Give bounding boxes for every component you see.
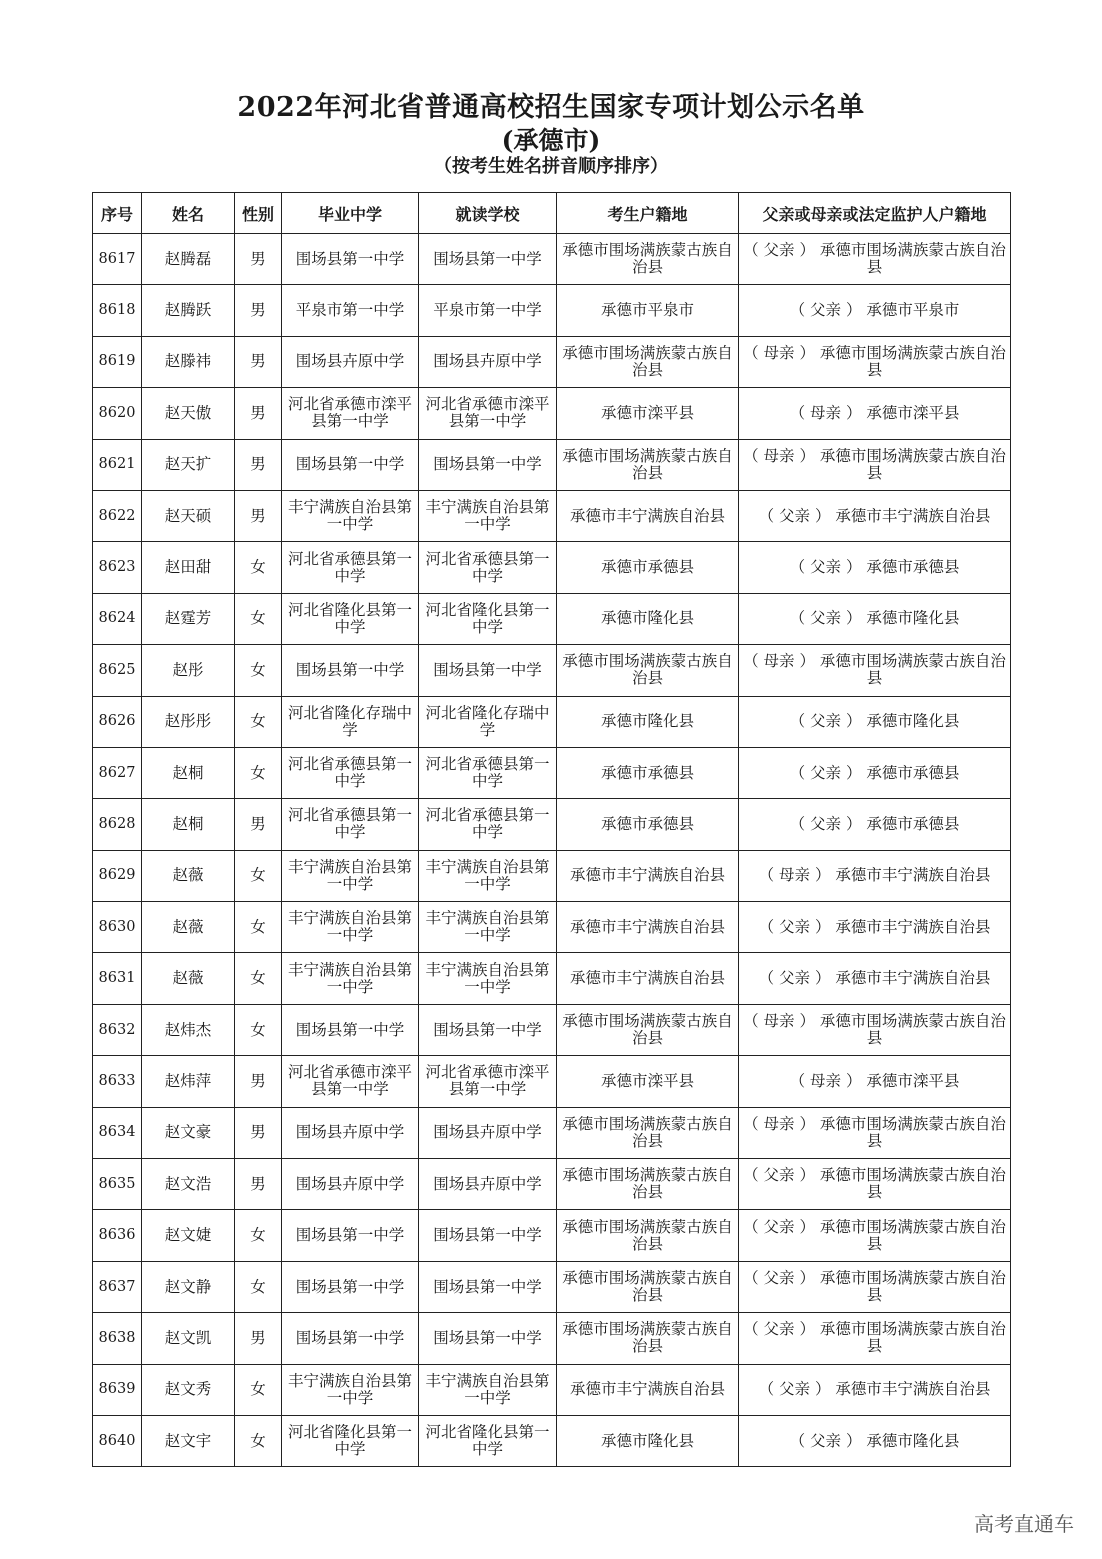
cell-student-residence: 承德市围场满族蒙古族自治县 [557,439,739,490]
cell-guardian-residence: （ 父亲 ） 承德市隆化县 [739,1415,1011,1466]
cell-seq: 8627 [93,747,142,798]
cell-seq: 8626 [93,696,142,747]
cell-current-school: 围场县第一中学 [419,1313,557,1364]
cell-gender: 男 [235,439,282,490]
cell-current-school: 围场县第一中学 [419,1210,557,1261]
cell-gender: 女 [235,696,282,747]
cell-graduation-school: 河北省隆化县第一中学 [282,593,419,644]
cell-guardian-residence: （ 父亲 ） 承德市承德县 [739,799,1011,850]
cell-seq: 8629 [93,850,142,901]
cell-student-residence: 承德市丰宁满族自治县 [557,953,739,1004]
cell-guardian-residence: （ 父亲 ） 承德市承德县 [739,747,1011,798]
cell-current-school: 丰宁满族自治县第一中学 [419,1364,557,1415]
cell-graduation-school: 围场县第一中学 [282,1210,419,1261]
header-graduation-school: 毕业中学 [282,193,419,234]
cell-seq: 8635 [93,1159,142,1210]
cell-guardian-residence: （ 父亲 ） 承德市承德县 [739,542,1011,593]
cell-seq: 8631 [93,953,142,1004]
cell-seq: 8632 [93,1004,142,1055]
cell-gender: 女 [235,1261,282,1312]
table-header-row [93,193,1011,234]
cell-seq: 8638 [93,1313,142,1364]
cell-guardian-residence: （ 父亲 ） 承德市围场满族蒙古族自治县 [739,1313,1011,1364]
cell-current-school: 河北省承德市滦平县第一中学 [419,1056,557,1107]
cell-student-residence: 承德市围场满族蒙古族自治县 [557,1159,739,1210]
header-current-school: 就读学校 [419,193,557,234]
cell-current-school: 丰宁满族自治县第一中学 [419,953,557,1004]
cell-gender: 女 [235,542,282,593]
cell-guardian-residence: （ 母亲 ） 承德市围场满族蒙古族自治县 [739,645,1011,696]
cell-gender: 女 [235,1004,282,1055]
cell-gender: 男 [235,285,282,336]
cell-seq: 8618 [93,285,142,336]
cell-name: 赵文豪 [142,1107,235,1158]
cell-student-residence: 承德市隆化县 [557,696,739,747]
cell-seq: 8623 [93,542,142,593]
table-row [93,388,1011,439]
cell-seq: 8617 [93,234,142,285]
cell-name: 赵文宇 [142,1415,235,1466]
cell-current-school: 围场县第一中学 [419,645,557,696]
cell-gender: 男 [235,1313,282,1364]
cell-graduation-school: 围场县卉原中学 [282,336,419,387]
cell-current-school: 丰宁满族自治县第一中学 [419,490,557,541]
cell-seq: 8624 [93,593,142,644]
cell-student-residence: 承德市围场满族蒙古族自治县 [557,336,739,387]
cell-graduation-school: 围场县第一中学 [282,234,419,285]
cell-gender: 女 [235,850,282,901]
cell-graduation-school: 河北省承德县第一中学 [282,747,419,798]
cell-gender: 男 [235,1107,282,1158]
table-row [93,490,1011,541]
cell-guardian-residence: （ 父亲 ） 承德市围场满族蒙古族自治县 [739,1261,1011,1312]
cell-graduation-school: 围场县第一中学 [282,439,419,490]
cell-current-school: 围场县第一中学 [419,1261,557,1312]
cell-graduation-school: 围场县第一中学 [282,1313,419,1364]
table-row [93,902,1011,953]
table-row [93,1056,1011,1107]
table-row [93,439,1011,490]
cell-student-residence: 承德市围场满族蒙古族自治县 [557,1210,739,1261]
table-row [93,747,1011,798]
cell-graduation-school: 丰宁满族自治县第一中学 [282,850,419,901]
cell-student-residence: 承德市围场满族蒙古族自治县 [557,234,739,285]
cell-gender: 女 [235,1364,282,1415]
cell-guardian-residence: （ 父亲 ） 承德市丰宁满族自治县 [739,1364,1011,1415]
cell-student-residence: 承德市围场满族蒙古族自治县 [557,1004,739,1055]
cell-name: 赵炜萍 [142,1056,235,1107]
document-subtitle: (承德市) [501,126,601,155]
table-row [93,953,1011,1004]
cell-current-school: 河北省隆化县第一中学 [419,593,557,644]
cell-graduation-school: 河北省承德县第一中学 [282,799,419,850]
cell-student-residence: 承德市隆化县 [557,1415,739,1466]
cell-current-school: 河北省承德县第一中学 [419,747,557,798]
cell-gender: 女 [235,902,282,953]
cell-guardian-residence: （ 母亲 ） 承德市滦平县 [739,1056,1011,1107]
cell-guardian-residence: （ 母亲 ） 承德市围场满族蒙古族自治县 [739,1107,1011,1158]
cell-seq: 8636 [93,1210,142,1261]
cell-current-school: 围场县第一中学 [419,1004,557,1055]
cell-student-residence: 承德市滦平县 [557,388,739,439]
table-row [93,542,1011,593]
cell-name: 赵炜杰 [142,1004,235,1055]
cell-current-school: 丰宁满族自治县第一中学 [419,850,557,901]
cell-guardian-residence: （ 父亲 ） 承德市丰宁满族自治县 [739,953,1011,1004]
cell-student-residence: 承德市承德县 [557,542,739,593]
cell-student-residence: 承德市丰宁满族自治县 [557,850,739,901]
cell-current-school: 围场县卉原中学 [419,1107,557,1158]
cell-current-school: 河北省承德县第一中学 [419,542,557,593]
cell-current-school: 河北省承德县第一中学 [419,799,557,850]
cell-name: 赵文浩 [142,1159,235,1210]
table-row [93,1107,1011,1158]
cell-student-residence: 承德市围场满族蒙古族自治县 [557,645,739,696]
table-body [93,234,1011,1467]
cell-seq: 8620 [93,388,142,439]
header-gender: 性别 [235,193,282,234]
cell-name: 赵天扩 [142,439,235,490]
cell-guardian-residence: （ 父亲 ） 承德市隆化县 [739,696,1011,747]
table-row [93,645,1011,696]
cell-student-residence: 承德市围场满族蒙古族自治县 [557,1261,739,1312]
cell-name: 赵薇 [142,953,235,1004]
cell-student-residence: 承德市丰宁满族自治县 [557,902,739,953]
table-row [93,285,1011,336]
table-row [93,1261,1011,1312]
cell-graduation-school: 河北省隆化存瑞中学 [282,696,419,747]
cell-current-school: 围场县第一中学 [419,439,557,490]
cell-name: 赵文凯 [142,1313,235,1364]
cell-current-school: 平泉市第一中学 [419,285,557,336]
cell-name: 赵文婕 [142,1210,235,1261]
cell-seq: 8630 [93,902,142,953]
cell-guardian-residence: （ 母亲 ） 承德市滦平县 [739,388,1011,439]
cell-guardian-residence: （ 母亲 ） 承德市围场满族蒙古族自治县 [739,1004,1011,1055]
cell-current-school: 丰宁满族自治县第一中学 [419,902,557,953]
cell-student-residence: 承德市平泉市 [557,285,739,336]
cell-current-school: 河北省隆化存瑞中学 [419,696,557,747]
cell-name: 赵腾跃 [142,285,235,336]
table-row [93,234,1011,285]
cell-gender: 女 [235,1210,282,1261]
cell-student-residence: 承德市围场满族蒙古族自治县 [557,1107,739,1158]
cell-name: 赵文静 [142,1261,235,1312]
cell-seq: 8625 [93,645,142,696]
cell-graduation-school: 丰宁满族自治县第一中学 [282,902,419,953]
cell-current-school: 围场县第一中学 [419,234,557,285]
header-student-residence: 考生户籍地 [557,193,739,234]
table-row [93,1415,1011,1466]
cell-graduation-school: 围场县卉原中学 [282,1107,419,1158]
table-row [93,1364,1011,1415]
cell-seq: 8621 [93,439,142,490]
header-seq: 序号 [93,193,142,234]
table-row [93,799,1011,850]
cell-name: 赵薇 [142,850,235,901]
cell-student-residence: 承德市滦平县 [557,1056,739,1107]
cell-guardian-residence: （ 父亲 ） 承德市围场满族蒙古族自治县 [739,1210,1011,1261]
cell-seq: 8639 [93,1364,142,1415]
cell-gender: 男 [235,234,282,285]
cell-graduation-school: 河北省隆化县第一中学 [282,1415,419,1466]
cell-name: 赵文秀 [142,1364,235,1415]
cell-guardian-residence: （ 父亲 ） 承德市隆化县 [739,593,1011,644]
cell-graduation-school: 围场县第一中学 [282,1004,419,1055]
cell-seq: 8628 [93,799,142,850]
table-row [93,1210,1011,1261]
header-guardian-residence: 父亲或母亲或法定监护人户籍地 [739,193,1011,234]
table-row [93,1004,1011,1055]
cell-name: 赵薇 [142,902,235,953]
cell-guardian-residence: （ 父亲 ） 承德市围场满族蒙古族自治县 [739,234,1011,285]
cell-student-residence: 承德市承德县 [557,747,739,798]
cell-student-residence: 承德市围场满族蒙古族自治县 [557,1313,739,1364]
cell-name: 赵彤 [142,645,235,696]
table-row [93,696,1011,747]
cell-gender: 女 [235,645,282,696]
cell-gender: 男 [235,1159,282,1210]
table-row [93,850,1011,901]
cell-gender: 女 [235,593,282,644]
cell-guardian-residence: （ 父亲 ） 承德市丰宁满族自治县 [739,490,1011,541]
cell-guardian-residence: （ 父亲 ） 承德市围场满族蒙古族自治县 [739,1159,1011,1210]
table-row [93,336,1011,387]
cell-guardian-residence: （ 母亲 ） 承德市丰宁满族自治县 [739,850,1011,901]
document-title: 2022年河北省普通高校招生国家专项计划公示名单 [237,92,865,123]
cell-graduation-school: 围场县第一中学 [282,1261,419,1312]
cell-graduation-school: 河北省承德县第一中学 [282,542,419,593]
cell-gender: 女 [235,747,282,798]
cell-seq: 8634 [93,1107,142,1158]
cell-graduation-school: 河北省承德市滦平县第一中学 [282,1056,419,1107]
cell-seq: 8640 [93,1415,142,1466]
cell-guardian-residence: （ 父亲 ） 承德市丰宁满族自治县 [739,902,1011,953]
cell-name: 赵田甜 [142,542,235,593]
table-row [93,1313,1011,1364]
cell-graduation-school: 围场县卉原中学 [282,1159,419,1210]
cell-graduation-school: 围场县第一中学 [282,645,419,696]
cell-guardian-residence: （ 母亲 ） 承德市围场满族蒙古族自治县 [739,439,1011,490]
table-row [93,593,1011,644]
cell-current-school: 围场县卉原中学 [419,1159,557,1210]
cell-guardian-residence: （ 父亲 ） 承德市平泉市 [739,285,1011,336]
cell-seq: 8637 [93,1261,142,1312]
watermark-text: 高考直通车 [974,1512,1074,1536]
cell-graduation-school: 丰宁满族自治县第一中学 [282,953,419,1004]
cell-graduation-school: 平泉市第一中学 [282,285,419,336]
cell-graduation-school: 丰宁满族自治县第一中学 [282,490,419,541]
cell-current-school: 河北省承德市滦平县第一中学 [419,388,557,439]
cell-seq: 8622 [93,490,142,541]
cell-gender: 男 [235,799,282,850]
cell-gender: 男 [235,388,282,439]
cell-guardian-residence: （ 母亲 ） 承德市围场满族蒙古族自治县 [739,336,1011,387]
roster-table [92,192,1011,1467]
cell-name: 赵彤彤 [142,696,235,747]
cell-current-school: 围场县卉原中学 [419,336,557,387]
cell-student-residence: 承德市隆化县 [557,593,739,644]
cell-gender: 女 [235,953,282,1004]
cell-name: 赵桐 [142,799,235,850]
cell-seq: 8619 [93,336,142,387]
cell-gender: 男 [235,1056,282,1107]
cell-gender: 男 [235,490,282,541]
header-name: 姓名 [142,193,235,234]
cell-gender: 女 [235,1415,282,1466]
cell-name: 赵桐 [142,747,235,798]
cell-name: 赵霆芳 [142,593,235,644]
cell-name: 赵滕祎 [142,336,235,387]
cell-student-residence: 承德市承德县 [557,799,739,850]
cell-name: 赵天傲 [142,388,235,439]
table-row [93,1159,1011,1210]
cell-graduation-school: 河北省承德市滦平县第一中学 [282,388,419,439]
cell-seq: 8633 [93,1056,142,1107]
cell-gender: 男 [235,336,282,387]
cell-graduation-school: 丰宁满族自治县第一中学 [282,1364,419,1415]
cell-name: 赵腾磊 [142,234,235,285]
cell-student-residence: 承德市丰宁满族自治县 [557,490,739,541]
cell-current-school: 河北省隆化县第一中学 [419,1415,557,1466]
sort-note: （按考生姓名拼音顺序排序） [434,156,668,177]
cell-name: 赵天硕 [142,490,235,541]
cell-student-residence: 承德市丰宁满族自治县 [557,1364,739,1415]
